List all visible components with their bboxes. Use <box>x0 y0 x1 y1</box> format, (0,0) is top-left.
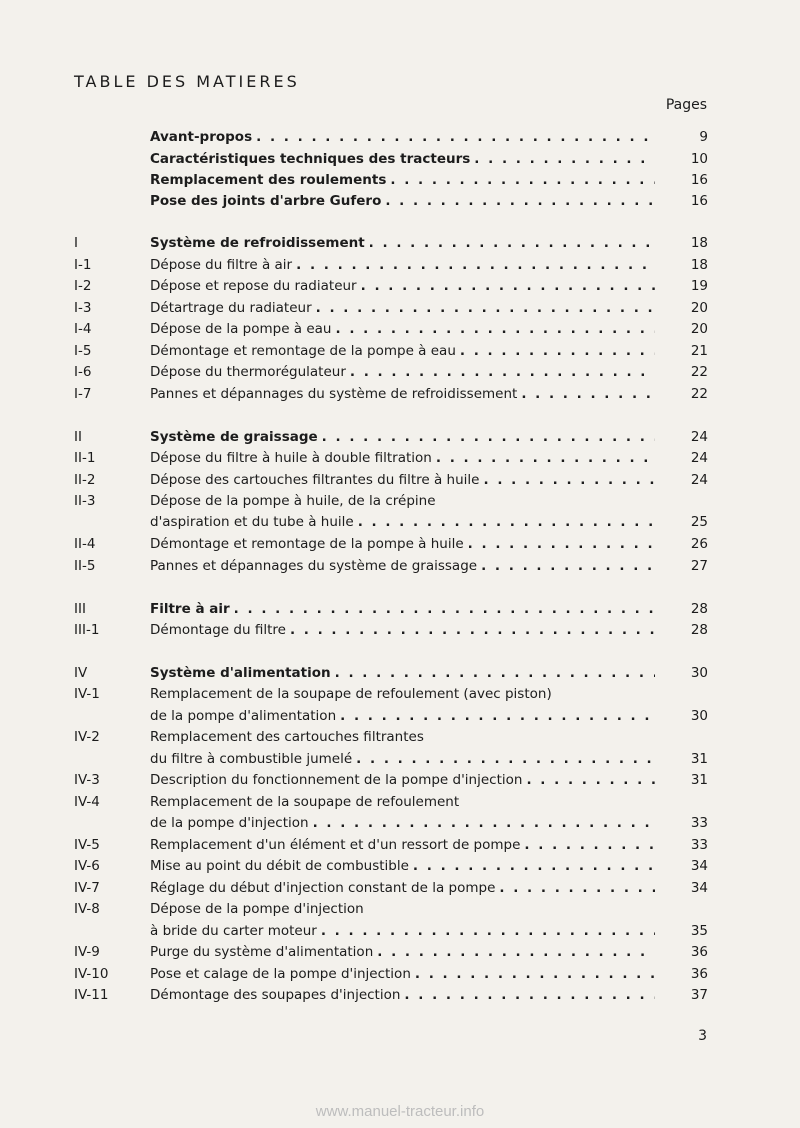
toc-entry-label <box>150 770 655 791</box>
toc-entry-label <box>150 856 655 877</box>
toc-entry-number: I-6 <box>74 364 92 380</box>
toc-entry-text: Système de refroidissement <box>150 233 369 254</box>
toc-entry-label <box>150 921 655 942</box>
toc-entry-page: 22 <box>690 364 708 380</box>
toc-entry-page: 16 <box>690 193 708 209</box>
toc-entry <box>0 362 800 383</box>
toc-entry-text: Dépose du filtre à huile à double filtration <box>150 448 436 469</box>
toc-entry <box>0 233 800 254</box>
toc-entry-text: Dépose du filtre à air <box>150 255 296 276</box>
toc-entry-label <box>150 599 655 620</box>
toc-entry <box>0 319 800 340</box>
toc-entry-label <box>150 663 655 684</box>
toc-entry-number: I-7 <box>74 386 92 402</box>
toc-entry <box>0 727 800 748</box>
toc-entry-label <box>150 149 655 170</box>
toc-entry <box>0 191 800 212</box>
toc-entry <box>0 684 800 705</box>
toc-entry <box>0 491 800 512</box>
toc-entry-label <box>150 556 655 577</box>
toc-entry <box>0 942 800 963</box>
toc-entry <box>0 663 800 684</box>
toc-entry-page: 10 <box>690 151 708 167</box>
toc-entry-page: 25 <box>690 514 708 530</box>
toc-entry <box>0 921 800 942</box>
toc-entry-page: 30 <box>690 665 708 681</box>
toc-entry-label <box>150 341 655 362</box>
toc-entry-number: I-4 <box>74 321 92 337</box>
toc-entry-label <box>150 191 655 212</box>
toc-entry <box>0 856 800 877</box>
toc-entry-text: Pose et calage de la pompe d'injection <box>150 964 415 985</box>
toc-entry-text: Démontage et remontage de la pompe à huile <box>150 534 468 555</box>
toc-entry-text: Démontage du filtre <box>150 620 290 641</box>
toc-entry-label <box>150 319 655 340</box>
toc-entry-page: 34 <box>690 858 708 874</box>
toc-entry <box>0 599 800 620</box>
toc-entry-number: IV-3 <box>74 772 100 788</box>
toc-entry <box>0 835 800 856</box>
toc-entry-number: IV-5 <box>74 837 100 853</box>
toc-entry-number: IV-6 <box>74 858 100 874</box>
toc-entry-page: 20 <box>690 321 708 337</box>
toc-entry-text: Dépose et repose du radiateur <box>150 276 361 297</box>
toc-entry-page: 28 <box>690 601 708 617</box>
toc-entry-label <box>150 964 655 985</box>
toc-entry <box>0 749 800 770</box>
toc-entry-text: à bride du carter moteur <box>150 921 321 942</box>
toc-entry-text: Caractéristiques techniques des tracteurs <box>150 149 474 170</box>
toc-entry-label <box>150 985 655 1006</box>
toc-entry-label <box>150 427 655 448</box>
toc-entry <box>0 899 800 920</box>
toc-entry-page: 37 <box>690 987 708 1003</box>
toc-entry-page: 35 <box>690 923 708 939</box>
toc-entry-page: 9 <box>699 129 708 145</box>
toc-entry-text: Pannes et dépannages du système de graissage <box>150 556 481 577</box>
toc-entry-page: 26 <box>690 536 708 552</box>
toc-entry-text: d'aspiration et du tube à huile <box>150 512 358 533</box>
pages-column-header: Pages <box>665 97 707 113</box>
toc-entry-text: Démontage des soupapes d'injection <box>150 985 404 1006</box>
toc-entry-label <box>150 362 655 383</box>
toc-entry-text: Description du fonctionnement de la pompe d'injection <box>150 770 526 791</box>
toc-entry <box>0 149 800 170</box>
toc-entry <box>0 427 800 448</box>
toc-entry-number: II-1 <box>74 450 96 466</box>
toc-entry-page: 21 <box>690 343 708 359</box>
toc-entry-label <box>150 233 655 254</box>
toc-entry-text: Pose des joints d'arbre Gufero <box>150 191 385 212</box>
toc-entry <box>0 792 800 813</box>
toc-entry-label <box>150 298 655 319</box>
toc-entry-label <box>150 448 655 469</box>
toc-entry-label <box>150 276 655 297</box>
toc-entry <box>0 556 800 577</box>
toc-entry-number: I-3 <box>74 300 92 316</box>
toc-entry-label <box>150 942 655 963</box>
toc-entry-label <box>150 255 655 276</box>
toc-entry <box>0 706 800 727</box>
toc-entry-number: III <box>74 601 86 617</box>
toc-entry <box>0 534 800 555</box>
toc-entry-number: IV-10 <box>74 966 109 982</box>
toc-entry-label <box>150 727 655 748</box>
toc-entry-number: I-1 <box>74 257 92 273</box>
toc-entry-page: 34 <box>690 880 708 896</box>
toc-entry-page: 16 <box>690 172 708 188</box>
toc-entry-number: II <box>74 429 82 445</box>
toc-entry-number: IV-11 <box>74 987 109 1003</box>
toc-entry-page: 24 <box>690 429 708 445</box>
toc-entry-text: Pannes et dépannages du système de refroidissement <box>150 384 521 405</box>
toc-entry <box>0 298 800 319</box>
toc-entry-text: Dépose de la pompe à huile, de la crépine <box>150 493 440 509</box>
page-number: 3 <box>698 1028 707 1044</box>
toc-entry-label <box>150 792 655 813</box>
toc-entry-text: Dépose des cartouches filtrantes du filtre à huile <box>150 470 483 491</box>
toc-entry-text: Remplacement des roulements <box>150 170 390 191</box>
toc-entry-number: IV-1 <box>74 686 100 702</box>
page-title: TABLE DES MATIERES <box>74 72 300 91</box>
toc-entry <box>0 127 800 148</box>
toc-entry-text: Détartrage du radiateur <box>150 298 316 319</box>
toc-entry-page: 24 <box>690 472 708 488</box>
toc-entry-label <box>150 878 655 899</box>
toc-entry <box>0 985 800 1006</box>
toc-entry-page: 33 <box>690 837 708 853</box>
toc-entry-text: Dépose de la pompe d'injection <box>150 901 368 917</box>
toc-entry-text: de la pompe d'alimentation <box>150 706 340 727</box>
toc-entry-page: 36 <box>690 966 708 982</box>
toc-entry-text: Remplacement de la soupape de refoulement (avec piston) <box>150 686 556 702</box>
toc-entry-label <box>150 127 655 148</box>
toc-entry-text: Système de graissage <box>150 427 322 448</box>
toc-entry <box>0 620 800 641</box>
toc-entry-text: Dépose de la pompe à eau <box>150 319 336 340</box>
toc-entry-label <box>150 534 655 555</box>
toc-entry-number: II-4 <box>74 536 96 552</box>
toc-entry-label <box>150 813 655 834</box>
toc-entry-text: Remplacement d'un élément et d'un ressort de pompe <box>150 835 524 856</box>
toc-entry-page: 27 <box>690 558 708 574</box>
toc-entry <box>0 878 800 899</box>
toc-entry-page: 19 <box>690 278 708 294</box>
toc-entry-text: Filtre à air <box>150 599 234 620</box>
toc-entry-label <box>150 835 655 856</box>
toc-entry-text: Purge du système d'alimentation <box>150 942 377 963</box>
toc-entry-number: IV-4 <box>74 794 100 810</box>
toc-entry <box>0 276 800 297</box>
toc-entry-label <box>150 470 655 491</box>
toc-entry-text: Réglage du début d'injection constant de la pompe <box>150 878 499 899</box>
toc-entry-text: Mise au point du débit de combustible <box>150 856 413 877</box>
toc-entry-number: IV-7 <box>74 880 100 896</box>
toc-entry-page: 28 <box>690 622 708 638</box>
toc-entry <box>0 384 800 405</box>
toc-entry-text: Démontage et remontage de la pompe à eau <box>150 341 460 362</box>
toc-entry-label <box>150 706 655 727</box>
toc-entry-label <box>150 899 655 920</box>
toc-entry-page: 31 <box>690 772 708 788</box>
toc-entry-number: I-5 <box>74 343 92 359</box>
toc-entry-label <box>150 491 655 512</box>
toc-entry-number: IV <box>74 665 88 681</box>
toc-entry <box>0 512 800 533</box>
toc-entry-page: 24 <box>690 450 708 466</box>
toc-entry-label <box>150 620 655 641</box>
toc-entry <box>0 170 800 191</box>
toc-entry-text: du filtre à combustible jumelé <box>150 749 356 770</box>
toc-entry <box>0 448 800 469</box>
toc-entry-label <box>150 170 655 191</box>
toc-entry-text: Système d'alimentation <box>150 663 335 684</box>
toc-entry-number: III-1 <box>74 622 100 638</box>
toc-entry <box>0 964 800 985</box>
toc-entry <box>0 255 800 276</box>
toc-entry-label <box>150 384 655 405</box>
toc-entry-page: 20 <box>690 300 708 316</box>
toc-entry-label <box>150 684 655 705</box>
toc-entry-label <box>150 749 655 770</box>
toc-entry <box>0 770 800 791</box>
toc-entry <box>0 470 800 491</box>
toc-entry-page: 30 <box>690 708 708 724</box>
toc-entry-text: Remplacement de la soupape de refoulement <box>150 794 463 810</box>
toc-entry-number: II-5 <box>74 558 96 574</box>
toc-entry-page: 36 <box>690 944 708 960</box>
toc-entry-page: 22 <box>690 386 708 402</box>
toc-entry <box>0 341 800 362</box>
toc-entry-text: de la pompe d'injection <box>150 813 313 834</box>
toc-entry-number: II-3 <box>74 493 96 509</box>
toc-entry-number: IV-9 <box>74 944 100 960</box>
toc-entry-number: IV-2 <box>74 729 100 745</box>
toc-entry-page: 31 <box>690 751 708 767</box>
toc-entry-text: Dépose du thermorégulateur <box>150 362 350 383</box>
toc-entry-label <box>150 512 655 533</box>
watermark: www.manuel-tracteur.info <box>315 1103 485 1120</box>
toc-entry-text: Remplacement des cartouches filtrantes <box>150 729 428 745</box>
toc-entry-number: II-2 <box>74 472 96 488</box>
toc-entry-page: 33 <box>690 815 708 831</box>
toc-entry <box>0 813 800 834</box>
toc-entry-text: Avant-propos <box>150 127 256 148</box>
toc-entry-number: I <box>74 235 78 251</box>
toc-entry-page: 18 <box>690 235 708 251</box>
toc-entry-number: IV-8 <box>74 901 100 917</box>
toc-entry-number: I-2 <box>74 278 92 294</box>
toc-entry-page: 18 <box>690 257 708 273</box>
